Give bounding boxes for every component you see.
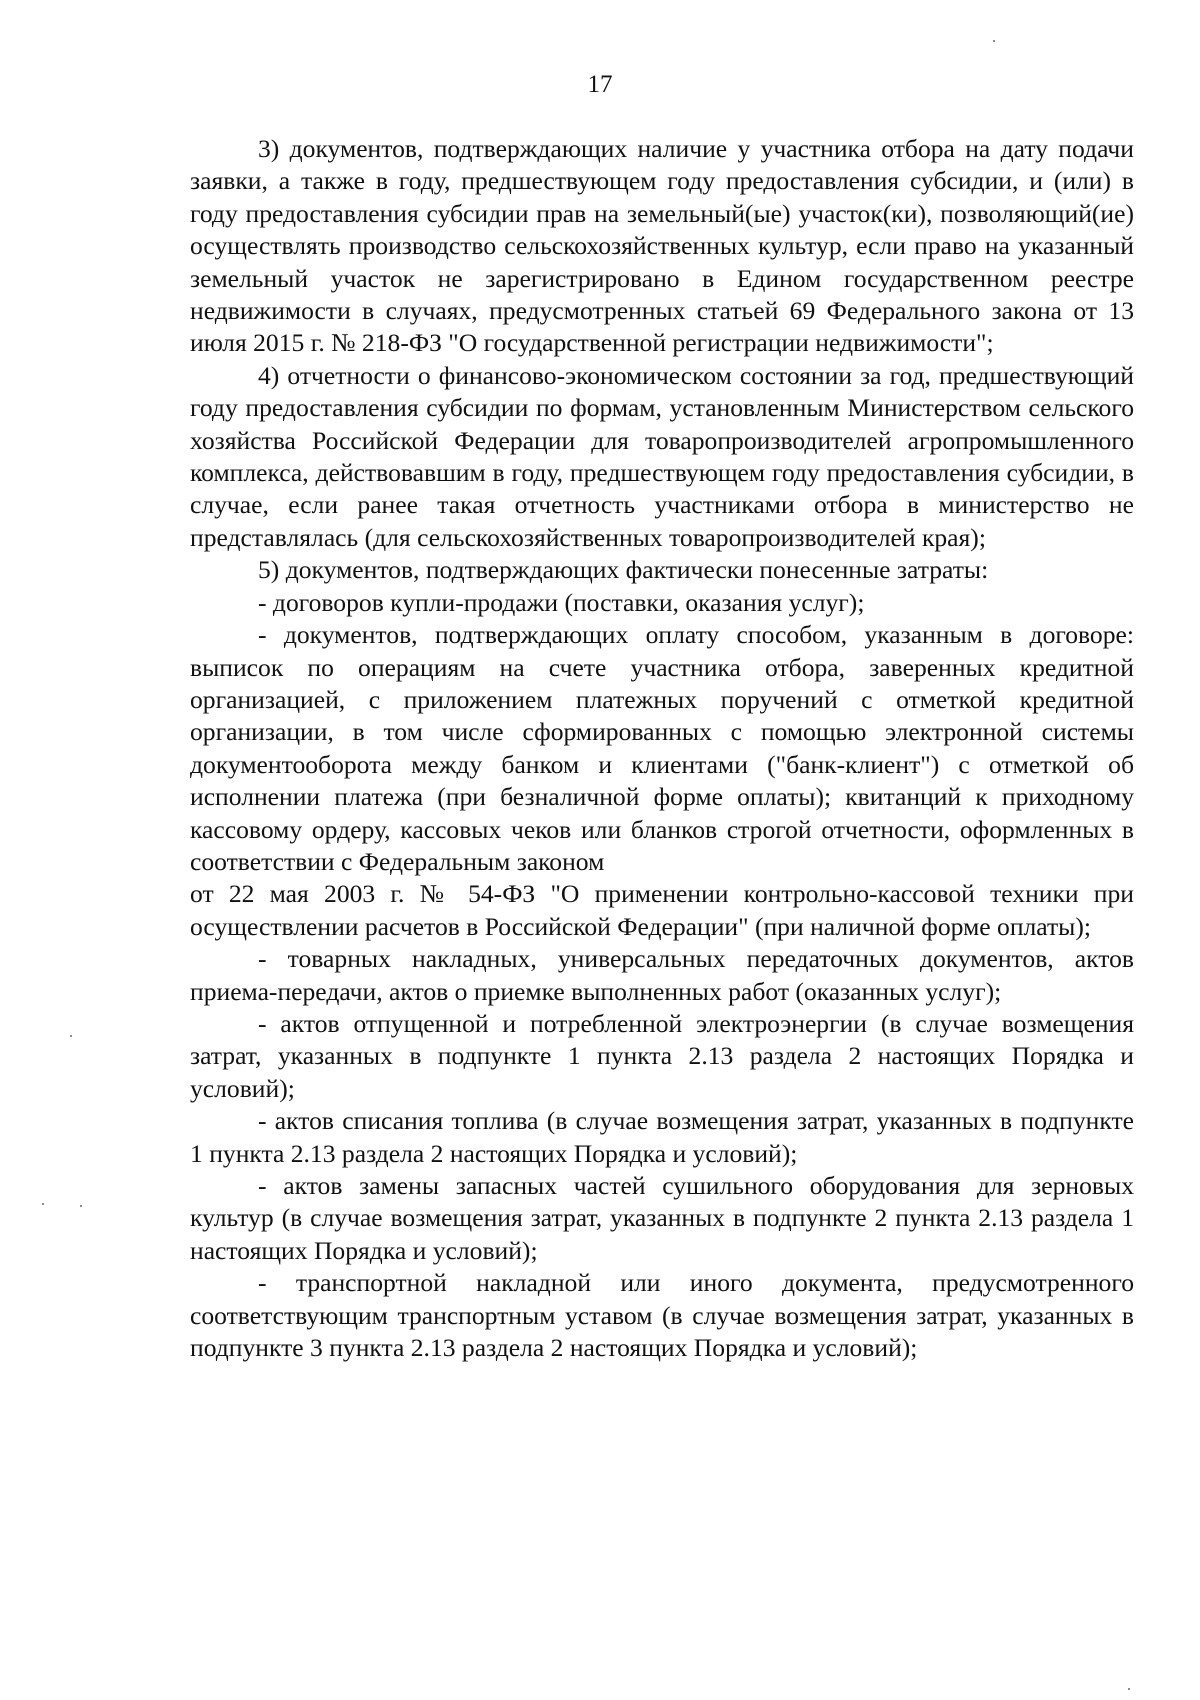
document-body xyxy=(190,133,1134,1364)
paragraph-item-3: 3) документов, подтверждающих наличие у участника отбора на дату подачи заявки, а также в году, предшествующем году предоставления субсидии, и (или) в году предоставления субсидии прав на земельный(ые) участок(ки), позволяющий(ие) осуществлять производство сельскохозяйственных культур, если право на указанный земельный участок не зарегистрировано в Едином государственном реестре недвижимости в случаях, предусмотренных статьей 69 Федерального закона от 13 июля 2015 г. № 218-ФЗ "О государственной регистрации недвижимости"; xyxy=(190,134,1134,358)
list-item-purchase-contracts: - договоров купли-продажи (поставки, оказания услуг); xyxy=(258,587,865,617)
list-item-payment-documents: - документов, подтверждающих оплату способом, указанным в договоре: выписок по операциям на счете участника отбора, заверенных кредитной организацией, с приложением платежных поручений с отметкой кредитной организации, в том числе сформированных с помощью электронной системы документооборота между банком и клиентами ("банк-клиент") с отметкой об исполнении платежа (при безналичной форме оплаты); квитанций к приходному кассовому ордеру, кассовых чеков или бланков строгой отчетности, оформленных в соответствии с Федеральным законом xyxy=(190,620,1134,876)
list-item-invoices: - товарных накладных, универсальных передаточных документов, актов приема-передачи, актов о приемке выполненных работ (оказанных услуг); xyxy=(190,944,1134,1006)
paragraph-item-4: 4) отчетности о финансово-экономическом состоянии за год, предшествующий году предоставления субсидии по формам, установленным Министерством сельского хозяйства Российской Федерации для товаропроизводителей агропромышленного комплекса, действовавшим в году, предшествующем году предоставления субсидии, в случае, если ранее такая отчетность участниками отбора в министерство не представлялась (для сельскохозяйственных товаропроизводителей края); xyxy=(190,360,1134,552)
list-item-electricity-acts: - актов отпущенной и потребленной электроэнергии (в случае возмещения затрат, указанных в подпункте 1 пункта 2.13 раздела 2 настоящих Порядка и условий); xyxy=(190,1008,1134,1103)
list-item-fuel-acts: - актов списания топлива (в случае возмещения затрат, указанных в подпункте 1 пункта 2.13 раздела 2 настоящих Порядка и условий); xyxy=(190,1106,1134,1168)
scan-speck xyxy=(70,1035,72,1037)
scan-speck xyxy=(80,1205,82,1207)
list-item-transport-waybill: - транспортной накладной или иного документа, предусмотренного соответствующим транспортным уставом (в случае возмещения затрат, указанных в подпункте 3 пункта 2.13 раздела 2 настоящих Порядка и условий); xyxy=(190,1268,1134,1363)
scan-speck xyxy=(993,40,995,42)
scan-speck xyxy=(1128,1688,1130,1690)
list-item-spare-parts-acts: - актов замены запасных частей сушильного оборудования для зерновых культур (в случае возмещения затрат, указанных в подпункте 2 пункта 2.13 раздела 1 настоящих Порядка и условий); xyxy=(190,1171,1134,1265)
paragraph-continuation-law-54: от 22 мая 2003 г. № 54-ФЗ "О применении контрольно-кассовой техники при осуществлении расчетов в Российской Федерации" (при наличной форме оплаты); xyxy=(190,879,1134,941)
paragraph-item-5: 5) документов, подтверждающих фактически понесенные затраты: xyxy=(258,555,989,585)
scan-speck xyxy=(42,1203,44,1205)
page-number: 17 xyxy=(587,71,613,98)
